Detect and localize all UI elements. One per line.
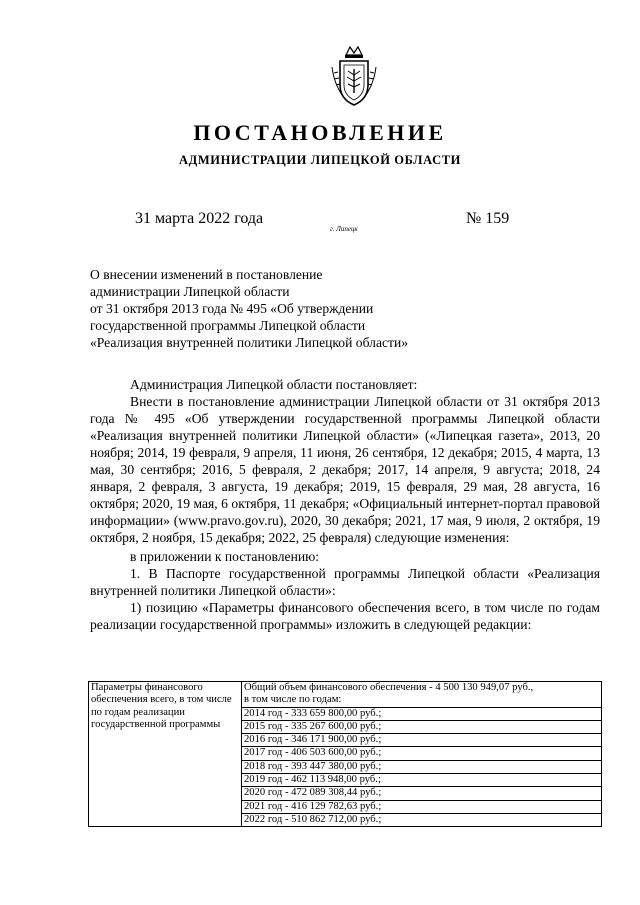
document-subject bbox=[90, 266, 490, 351]
subject-line: от 31 октября 2013 года № 495 «Об утверждении bbox=[90, 301, 374, 316]
financing-values-cell bbox=[242, 682, 602, 827]
financing-label-cell: Параметры финансового обеспечения всего, в том числе по годам реализации государственной программы bbox=[89, 682, 242, 827]
financing-year-row: 2016 год - 346 171 900,00 руб.; bbox=[242, 734, 601, 747]
financing-year-row: 2017 год - 406 503 600,00 руб.; bbox=[242, 747, 601, 760]
coat-of-arms-icon bbox=[330, 45, 378, 107]
document-issuer: АДМИНИСТРАЦИИ ЛИПЕЦКОЙ ОБЛАСТИ bbox=[179, 153, 461, 167]
financing-year-row: 2020 год - 472 089 308,44 руб.; bbox=[242, 787, 601, 800]
document-date: 31 марта 2022 года bbox=[135, 210, 264, 227]
financing-year-row: 2018 год - 393 447 380,00 руб.; bbox=[242, 761, 601, 774]
sub1-paragraph: 1) позицию «Параметры финансового обеспечения всего, в том числе по годам реализации государственной программы» изложить в следующей редакции: bbox=[90, 600, 600, 632]
annex-paragraph: в приложении к постановлению: bbox=[130, 549, 320, 564]
subject-line: государственной программы Липецкой области bbox=[90, 318, 366, 333]
document-body bbox=[90, 376, 600, 633]
financing-table bbox=[88, 681, 602, 827]
financing-year-row: 2022 год - 510 862 712,00 руб.; bbox=[244, 813, 382, 825]
intro-paragraph: Внести в постановление администрации Липецкой области от 31 октября 2013 года № 495 «Об утверждении государственной программы Липецкой области «Реализация внутренней политики Липецкой области» («Липецкая газета», 2013, 20 ноября; 2014, 19 февраля, 9 апреля, 11 июня, 26 сентября, 12 декабря; 2015, 4 марта, 13 мая, 30 сентября; 2016, 5 февраля, 2 декабря; 2017, 14 апреля, 9 августа; 2018, 24 января, 2 февраля, 3 августа, 19 декабря; 2019, 15 февраля, 29 мая, 28 августа, 16 октября; 2020, 19 мая, 6 октября, 11 декабря; «Официальный интернет-портал правовой информации» (www.pravo.gov.ru), 2020, 30 декабря; 2021, 17 мая, 9 июля, 2 октября, 19 октября, 2 ноября, 15 декабря; 2022, 25 февраля) следующие изменения: bbox=[90, 394, 600, 545]
financing-year-row: 2021 год - 416 129 782,63 руб.; bbox=[242, 801, 601, 814]
document-city: г. Липецк bbox=[330, 225, 358, 233]
subject-line: О внесении изменений в постановление bbox=[90, 267, 323, 282]
financing-year-row: 2014 год - 333 659 800,00 руб.; bbox=[242, 707, 601, 721]
subject-line: «Реализация внутренней политики Липецкой области» bbox=[90, 335, 409, 350]
financing-year-row: 2019 год - 462 113 948,00 руб.; bbox=[242, 774, 601, 787]
table-row bbox=[89, 682, 602, 827]
financing-total: Общий объем финансового обеспечения - 4 500 130 949,07 руб., в том числе по годам: bbox=[244, 682, 534, 706]
decree-paragraph: Администрация Липецкой области постановляет: bbox=[130, 377, 418, 392]
subject-line: администрации Липецкой области bbox=[90, 284, 290, 299]
item1-paragraph: 1. В Паспорте государственной программы Липецкой области «Реализация внутренней политики Липецкой области»: bbox=[90, 566, 600, 598]
document-title: ПОСТАНОВЛЕНИЕ bbox=[193, 120, 447, 145]
document-number: № 159 bbox=[466, 210, 510, 227]
financing-year-row: 2015 год - 335 267 600,00 руб.; bbox=[242, 721, 601, 734]
